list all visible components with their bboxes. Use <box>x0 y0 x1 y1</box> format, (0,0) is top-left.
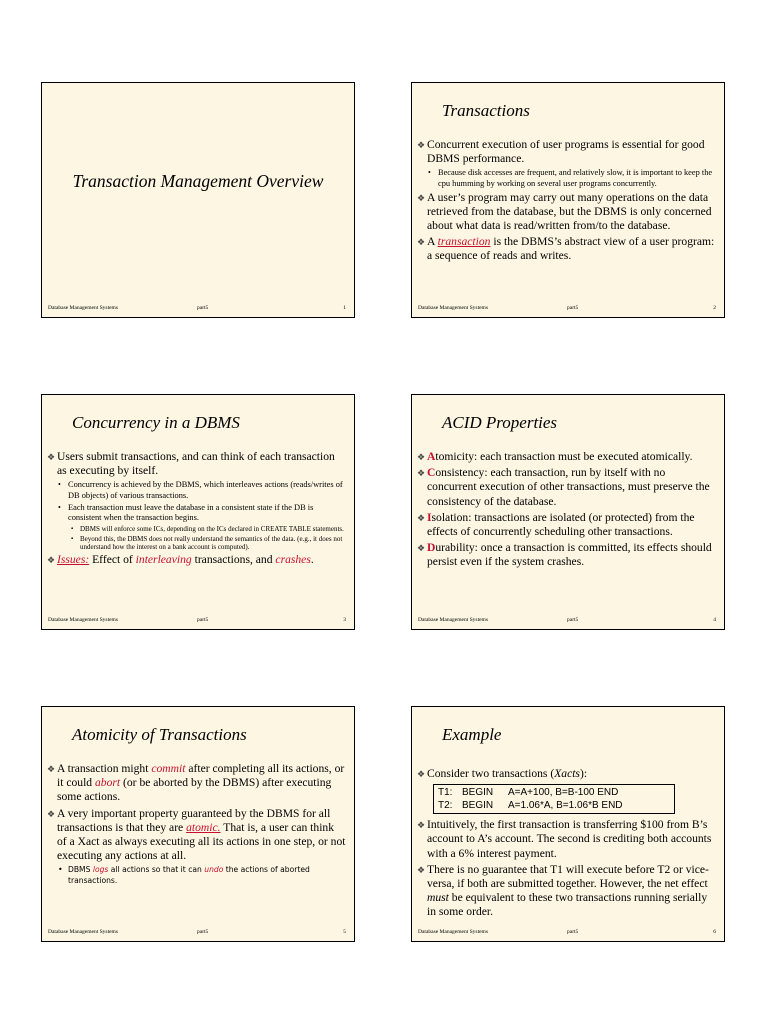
sub-bullet: • Because disk accesses are frequent, and relatively slow, it is important to keep the cpu humming by working on several user programs concurrently. <box>428 168 713 188</box>
slide-6 <box>411 706 725 942</box>
footer-course: Database Management Systems <box>48 305 118 311</box>
sub-sub-bullet: ▪ Beyond this, the DBMS does not really understand the semantics of the data. (e.g., it does not understand how the interest on a bank account is computed). <box>71 534 343 552</box>
emphasis-term: abort <box>95 776 121 790</box>
diamond-bullet-icon: ❖ <box>417 140 426 150</box>
diamond-bullet-icon: ❖ <box>417 192 426 203</box>
page-number: 3 <box>343 617 346 623</box>
slide-1 <box>41 82 355 318</box>
diamond-bullet-icon: ❖ <box>47 555 56 566</box>
slide-title: Concurrency in a DBMS <box>72 413 240 432</box>
slide-footer <box>418 305 718 313</box>
footer-course: Database Management Systems <box>48 929 118 935</box>
dot-bullet-icon: • <box>58 480 61 490</box>
diamond-bullet-icon: ❖ <box>47 452 56 462</box>
slide-title: Example <box>442 725 502 744</box>
code-row: T1: BEGIN A=A+100, B=B-100 END <box>438 787 619 799</box>
emphasis-term: must <box>427 891 449 905</box>
slide-footer <box>48 929 348 937</box>
diamond-bullet-icon: ❖ <box>417 769 426 779</box>
bullet: ❖ Isolation: transactions are isolated (or protected) from the effects of concurrently scheduling other transactions. <box>417 510 695 539</box>
slide-footer <box>48 305 348 313</box>
slide-2 <box>411 82 725 318</box>
diamond-bullet-icon: ❖ <box>417 237 426 248</box>
page-number: 6 <box>713 929 716 935</box>
footer-course: Database Management Systems <box>418 305 488 311</box>
footer-part: part5 <box>197 617 209 623</box>
footer-part: part5 <box>567 617 579 623</box>
bullet: ❖ There is no guarantee that T1 will execute before T2 or vice-versa, if both are submitted together. However, the net effect must be equivalent to these two transactions running serially in some order. <box>417 862 709 919</box>
emphasis-term: logs <box>92 865 109 875</box>
slide-4 <box>411 394 725 630</box>
bullet: ❖ Users submit transactions, and can think of each transaction as executing by itself. <box>47 450 335 478</box>
footer-course: Database Management Systems <box>48 617 118 623</box>
slide-title: Transactions <box>442 101 530 120</box>
emphasis-term: Xacts <box>554 767 580 780</box>
diamond-bullet-icon: ❖ <box>417 543 426 554</box>
square-bullet-icon: ▪ <box>71 535 74 542</box>
emphasis-term: crashes <box>275 553 311 567</box>
sub-sub-bullet: ▪ DBMS will enforce some ICs, depending on the ICs declared in CREATE TABLE statements. <box>71 524 344 533</box>
square-bullet-icon: ▪ <box>71 525 74 532</box>
bullet: ❖ A transaction might commit after completing all its actions, or it could abort (or be aborted by the DBMS) after executing some actions. <box>47 762 345 804</box>
page-number: 4 <box>713 617 716 623</box>
page-number: 5 <box>343 929 346 935</box>
bullet: ❖ A very important property guaranteed by the DBMS for all transactions is that they are atomic. That is, a user can think of a Xact as always executing all its actions in one step, or not executing any actions at all. <box>47 806 346 863</box>
dot-bullet-icon: • <box>58 502 61 512</box>
sub-bullet: • Each transaction must leave the database in a consistent state if the DB is consistent when the transaction begins. <box>58 502 314 523</box>
footer-course: Database Management Systems <box>418 617 488 623</box>
diamond-bullet-icon: ❖ <box>47 764 56 774</box>
bullet: ❖ Durability: once a transaction is committed, its effects should persist even if the system crashes. <box>417 541 712 569</box>
emphasis-term: interleaving <box>135 553 192 567</box>
slide-footer <box>418 929 718 937</box>
bullet: ❖ Intuitively, the first transaction is transferring $100 from B’s account to A’s account. The second is crediting both accounts with a 6% interest payment. <box>417 818 712 860</box>
bullet: ❖ Issues: Effect of interleaving transactions, and crashes. <box>47 553 314 567</box>
bullet: ❖ Concurrent execution of user programs is essential for good DBMS performance. <box>417 138 705 166</box>
emphasis-term: commit <box>151 762 186 775</box>
slide-title: ACID Properties <box>442 413 558 432</box>
bullet: ❖ Consider two transactions (Xacts): <box>417 767 588 780</box>
diamond-bullet-icon: ❖ <box>417 820 426 831</box>
slide-footer <box>48 617 348 625</box>
code-row: T2: BEGIN A=1.06*A, B=1.06*B END <box>438 800 623 812</box>
sub-bullet: • Concurrency is achieved by the DBMS, which interleaves actions (reads/writes of DB objects) of various transactions. <box>58 480 343 500</box>
diamond-bullet-icon: ❖ <box>417 512 426 523</box>
footer-part: part5 <box>197 305 209 311</box>
footer-course: Database Management Systems <box>418 929 488 935</box>
emphasis-term: undo <box>204 865 224 875</box>
emphasis-term: transaction <box>437 235 491 249</box>
bullet: ❖ Consistency: each transaction, run by itself with no concurrent execution of other transactions, must preserve the consistency of the database. <box>417 466 710 508</box>
diamond-bullet-icon: ❖ <box>417 864 426 875</box>
slide-title: Transaction Management Overview <box>72 171 324 191</box>
footer-part: part5 <box>567 305 579 311</box>
diamond-bullet-icon: ❖ <box>47 808 56 819</box>
dot-bullet-icon: • <box>428 168 431 178</box>
footer-part: part5 <box>197 929 209 935</box>
bullet: ❖ Atomicity: each transaction must be executed atomically. <box>417 450 693 463</box>
page-number: 1 <box>343 305 346 311</box>
slide-title: Atomicity of Transactions <box>72 725 247 744</box>
bullet: ❖ A transaction is the DBMS’s abstract view of a user program: a sequence of reads and writes. <box>417 235 715 263</box>
diamond-bullet-icon: ❖ <box>417 452 426 462</box>
slide-5 <box>41 706 355 942</box>
page-number: 2 <box>713 305 716 311</box>
diamond-bullet-icon: ❖ <box>417 468 426 479</box>
bullet: ❖ A user’s program may carry out many operations on the data retrieved from the database, but the DBMS is only concerned about what data is read/written from/to the database. <box>417 190 712 232</box>
footer-part: part5 <box>567 929 579 935</box>
transaction-code-box <box>433 784 675 814</box>
emphasis-term: atomic. <box>186 820 221 834</box>
slide-footer <box>418 617 718 625</box>
slide-3 <box>41 394 355 630</box>
emphasis-term: Issues: <box>57 553 90 567</box>
sub-bullet: • DBMS logs all actions so that it can undo the actions of aborted transactions. <box>58 865 310 885</box>
dot-bullet-icon: • <box>58 865 63 875</box>
